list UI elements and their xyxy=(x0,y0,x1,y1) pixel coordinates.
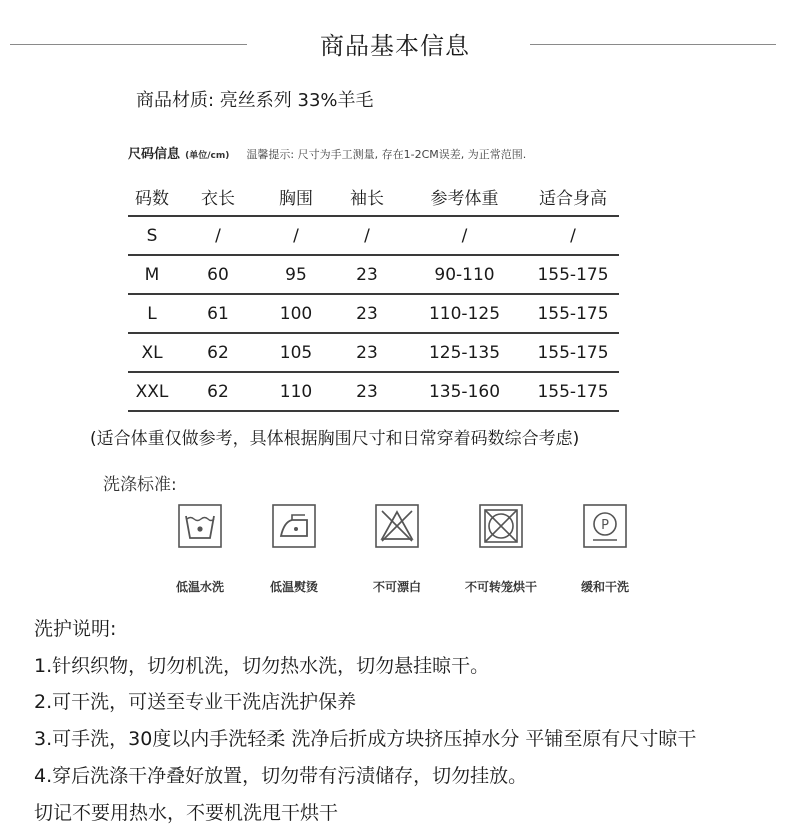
table-cell: 125-135 xyxy=(402,333,527,372)
table-cell: L xyxy=(128,294,176,333)
table-cell: 60 xyxy=(176,255,260,294)
column-header: 衣长 xyxy=(176,178,260,216)
low-temp-iron-icon xyxy=(272,504,316,548)
size-info-note: 温馨提示: 尺寸为手工测量, 存在1-2CM误差, 为正常范围. xyxy=(246,148,527,161)
table-cell: 23 xyxy=(332,372,402,411)
table-row xyxy=(128,372,619,411)
column-header: 胸围 xyxy=(260,178,332,216)
no-bleach-icon xyxy=(375,504,419,548)
care-line: 2.可干洗，可送至专业干洗店洗护保养 xyxy=(34,691,357,713)
table-cell: 61 xyxy=(176,294,260,333)
size-table xyxy=(128,178,619,412)
size-info-heading: 尺码信息 xyxy=(128,147,181,162)
table-cell: 110 xyxy=(260,372,332,411)
no-tumble-dry-icon xyxy=(479,504,523,548)
table-cell: / xyxy=(402,216,527,255)
table-cell: 135-160 xyxy=(402,372,527,411)
wash-label: 不可漂白 xyxy=(372,580,421,594)
care-line: 切记不要用热水，不要机洗甩干烘干 xyxy=(34,802,339,824)
fit-note: (适合体重仅做参考，具体根据胸围尺寸和日常穿着码数综合考虑) xyxy=(90,429,580,449)
table-cell: 23 xyxy=(332,333,402,372)
table-cell: 90-110 xyxy=(402,255,527,294)
column-header: 适合身高 xyxy=(527,178,619,216)
wash-label: 不可转笼烘干 xyxy=(464,580,537,594)
table-cell: 23 xyxy=(332,255,402,294)
care-line: 1.针织织物，切勿机洗，切勿热水洗，切勿悬挂晾干。 xyxy=(34,655,490,677)
table-cell: / xyxy=(260,216,332,255)
table-cell: / xyxy=(332,216,402,255)
size-info-header xyxy=(128,143,526,162)
wash-label: 缓和干洗 xyxy=(580,580,629,594)
material-info: 商品材质: 亮丝系列 33%羊毛 xyxy=(136,90,374,111)
table-cell: XL xyxy=(128,333,176,372)
table-row xyxy=(128,333,619,372)
table-cell: 95 xyxy=(260,255,332,294)
table-row xyxy=(128,255,619,294)
care-title: 洗护说明: xyxy=(34,618,117,640)
column-header: 袖长 xyxy=(332,178,402,216)
table-row xyxy=(128,294,619,333)
column-header: 码数 xyxy=(128,178,176,216)
svg-text:P: P xyxy=(601,518,609,533)
table-cell: / xyxy=(527,216,619,255)
care-line: 4.穿后洗涤干净叠好放置，切勿带有污渍储存，切勿挂放。 xyxy=(34,765,528,787)
table-cell: XXL xyxy=(128,372,176,411)
table-cell: 155-175 xyxy=(527,333,619,372)
care-line: 3.可手洗，30度以内手洗轻柔 洗净后折成方块挤压掉水分 平铺至原有尺寸晾干 xyxy=(34,728,697,750)
table-cell: 110-125 xyxy=(402,294,527,333)
wash-title: 洗涤标准: xyxy=(103,475,177,495)
table-cell: S xyxy=(128,216,176,255)
table-cell: / xyxy=(176,216,260,255)
table-header-row xyxy=(128,178,619,216)
table-cell: 155-175 xyxy=(527,294,619,333)
table-cell: 155-175 xyxy=(527,372,619,411)
gentle-dry-clean-icon xyxy=(583,504,627,548)
page-title: 商品基本信息 xyxy=(320,32,470,60)
column-header: 参考体重 xyxy=(402,178,527,216)
table-row xyxy=(128,216,619,255)
table-cell: 155-175 xyxy=(527,255,619,294)
table-cell: 105 xyxy=(260,333,332,372)
table-cell: 62 xyxy=(176,372,260,411)
size-info-unit: (单位/cm) xyxy=(185,151,230,161)
wash-label: 低温水洗 xyxy=(175,580,224,594)
table-cell: M xyxy=(128,255,176,294)
table-cell: 62 xyxy=(176,333,260,372)
table-cell: 23 xyxy=(332,294,402,333)
table-cell: 100 xyxy=(260,294,332,333)
wash-label: 低温熨烫 xyxy=(269,580,318,594)
low-temp-wash-icon xyxy=(178,504,222,548)
